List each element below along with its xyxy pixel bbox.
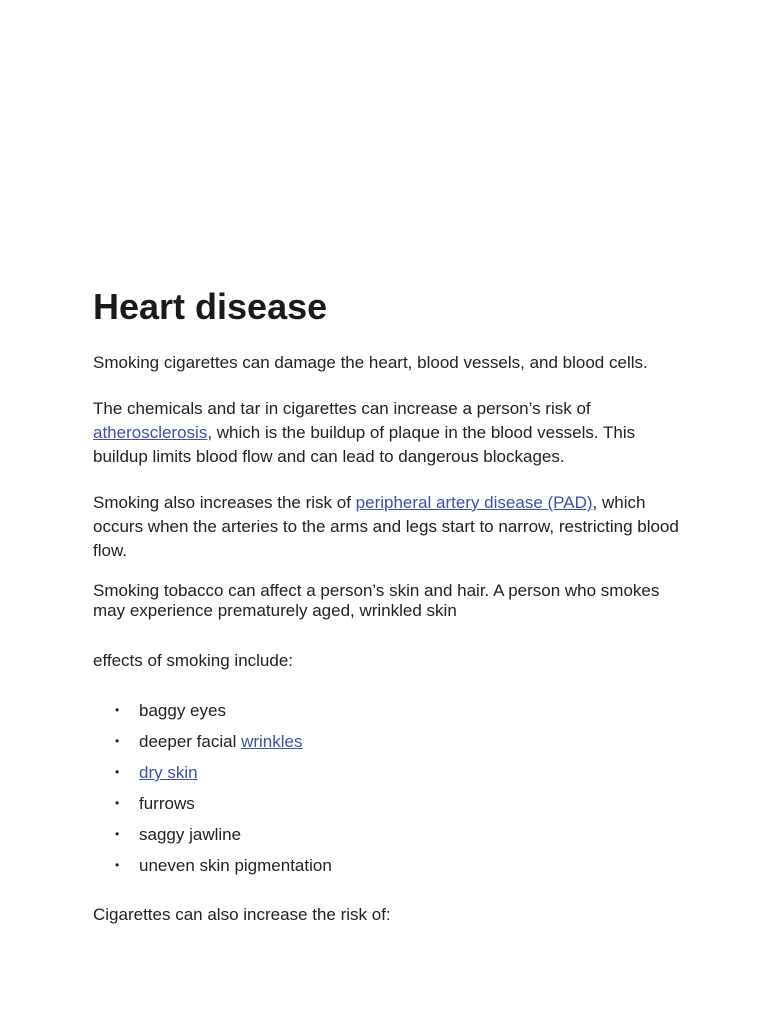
article-body xyxy=(93,283,683,927)
paragraph-heart-damage: Smoking cigarettes can damage the heart, blood vessels, and blood cells. xyxy=(93,353,648,372)
bullet-icon: • xyxy=(115,827,120,841)
paragraph-atherosclerosis xyxy=(93,397,683,469)
dry-skin-link[interactable]: dry skin xyxy=(139,763,198,782)
paragraph-increase-risk: Cigarettes can also increase the risk of: xyxy=(93,905,391,924)
list-item xyxy=(93,757,683,788)
paragraph-text: Smoking also increases the risk of xyxy=(93,493,356,512)
bullet-icon: • xyxy=(115,734,120,748)
list-item xyxy=(93,788,683,819)
bullet-icon: • xyxy=(115,703,120,717)
bullet-icon: • xyxy=(115,796,120,810)
paragraph-skin-hair: Smoking tobacco can affect a person’s skin and hair. A person who smokes may experience prematurely aged, wrinkled skin xyxy=(93,581,660,620)
list-item-text: furrows xyxy=(139,794,195,813)
paragraph-effects-intro: effects of smoking include: xyxy=(93,651,294,670)
list-item-text: deeper facial xyxy=(139,732,242,751)
bullet-icon: • xyxy=(115,858,120,872)
paragraph-pad xyxy=(93,491,683,563)
atherosclerosis-link[interactable]: atherosclerosis xyxy=(93,423,208,442)
wrinkles-link[interactable]: wrinkles xyxy=(241,732,303,751)
list-item-text: uneven skin pigmentation xyxy=(139,856,332,875)
list-item xyxy=(93,726,683,757)
page-title: Heart disease xyxy=(93,286,328,327)
list-item xyxy=(93,695,683,726)
list-item xyxy=(93,850,683,881)
bullet-icon: • xyxy=(115,765,120,779)
list-item xyxy=(93,819,683,850)
paragraph-text: , which occurs when the arteries to the arms and legs start to narrow, restricting blood flow. xyxy=(93,493,679,560)
list-item-text: baggy eyes xyxy=(139,701,226,720)
paragraph-text: , which is the buildup of plaque in the blood vessels. This buildup limits blood flow and can lead to dangerous blockages. xyxy=(93,423,636,466)
effects-list xyxy=(93,695,683,881)
paragraph-text: The chemicals and tar in cigarettes can increase a person’s risk of xyxy=(93,399,591,418)
list-item-text: saggy jawline xyxy=(139,825,242,844)
pad-link[interactable]: peripheral artery disease (PAD) xyxy=(355,493,593,512)
